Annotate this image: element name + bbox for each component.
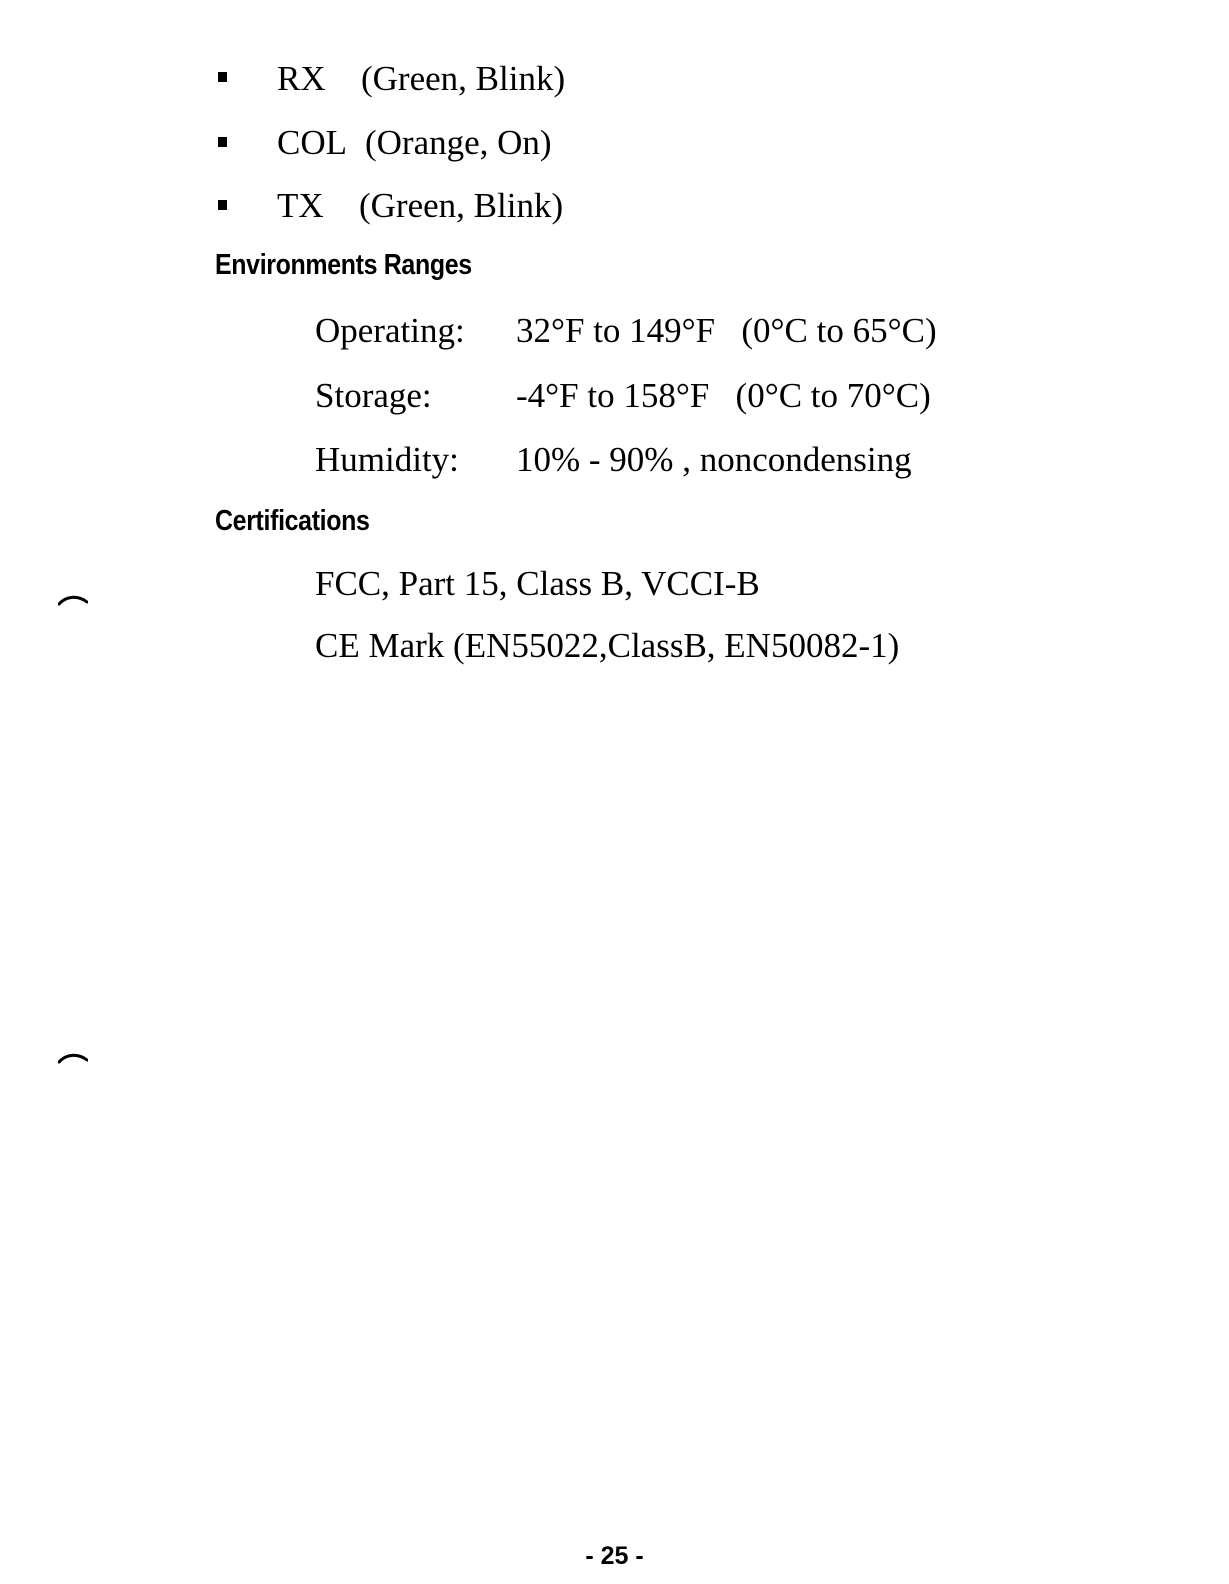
led-description: (Green, Blink) xyxy=(361,59,566,98)
cert-line-ce: CE Mark (EN55022,ClassB, EN50082-1) xyxy=(315,626,900,665)
spec-label-operating: Operating: xyxy=(315,311,465,350)
led-description: (Green, Blink) xyxy=(359,186,564,225)
led-description: (Orange, On) xyxy=(365,123,552,162)
environment-heading: Environments Ranges xyxy=(215,249,472,281)
led-label: COL xyxy=(277,123,347,162)
square-bullet-icon xyxy=(218,72,227,82)
square-bullet-icon xyxy=(218,200,227,210)
led-label: TX xyxy=(277,186,324,225)
spec-label-storage: Storage: xyxy=(315,376,432,415)
page-number: - 25 - xyxy=(585,1542,644,1570)
spec-value-storage: -4°F to 158°F (0°C to 70°C) xyxy=(516,376,931,415)
spec-label-humidity: Humidity: xyxy=(315,440,459,479)
square-bullet-icon xyxy=(218,137,227,147)
certifications-heading: Certifications xyxy=(215,505,370,537)
spec-value-operating: 32°F to 149°F (0°C to 65°C) xyxy=(516,311,937,350)
spec-value-humidity: 10% - 90% , noncondensing xyxy=(516,440,912,479)
cert-line-fcc: FCC, Part 15, Class B, VCCI-B xyxy=(315,564,760,603)
binder-hole-mark-icon xyxy=(58,594,88,606)
binder-hole-mark-icon xyxy=(58,1052,88,1064)
led-label: RX xyxy=(277,59,326,98)
